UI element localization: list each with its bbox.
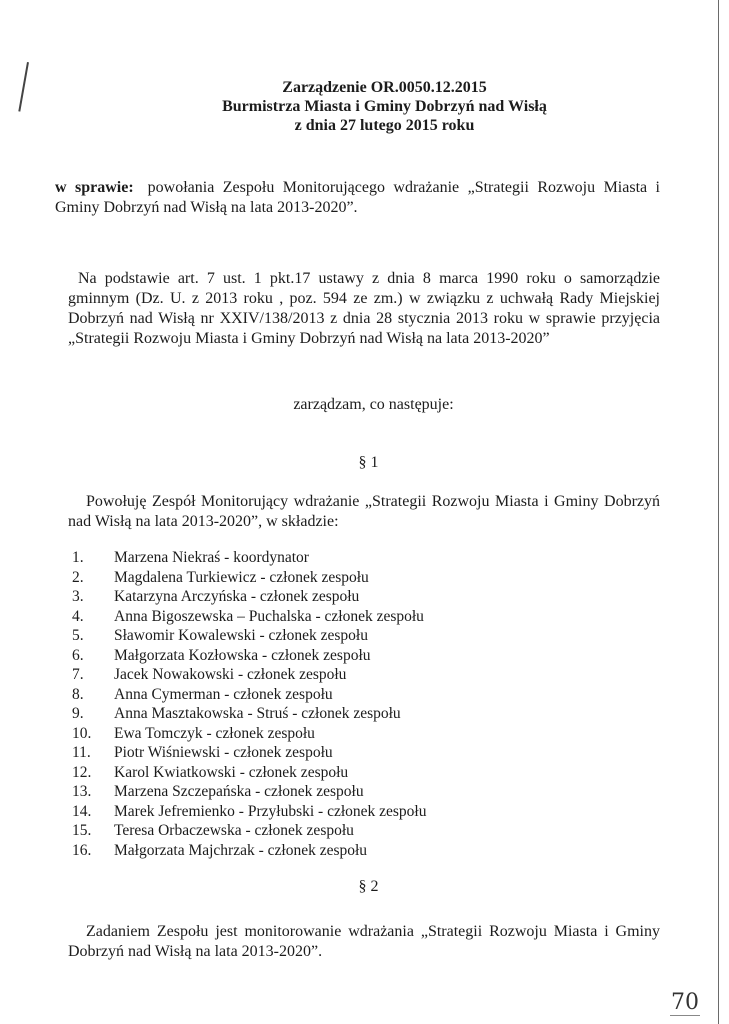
decree-title: Zarządzenie OR.0050.12.2015 [282,79,487,96]
section-1-heading: § 1 [358,454,379,471]
page-edge-line [718,0,719,1024]
list-item-text: Małgorzata Majchrzak - członek zespołu [114,841,368,859]
decree-statement: zarządzam, co następuje: [293,396,454,413]
list-item [72,685,426,705]
list-item-number: 12. [72,763,92,781]
list-item [72,607,426,627]
list-item-number: 3. [72,588,84,605]
list-item-text: Karol Kwiatkowski - członek zespołu [114,763,349,781]
subject-text: powołania Zespołu Monitorującego wdrażanie „Strategii Rozwoju Miasta i Gminy Dobrzyń nad Wisłą na lata 2013-2020”. [55,179,661,216]
list-item [72,704,426,724]
list-item [72,724,426,744]
list-item-text: Teresa Orbaczewska - członek zespołu [114,822,354,839]
section-2-heading: § 2 [358,878,379,895]
list-item-number: 9. [72,705,84,722]
list-item-number: 7. [72,666,84,683]
list-item [72,646,426,666]
list-item-text: Ewa Tomczyk - członek zespołu [114,724,315,742]
list-item [72,802,426,822]
date-line: z dnia 27 lutego 2015 roku [294,117,475,134]
list-item-text: Anna Masztakowska - Struś - członek zespołu [114,705,401,722]
subject-label: w sprawie: [55,179,134,196]
list-item-number: 16. [72,841,92,859]
list-item [72,626,426,646]
list-item-text: Piotr Wiśniewski - członek zespołu [114,744,333,761]
list-item-text: Katarzyna Arczyńska - członek zespołu [114,588,360,605]
list-item-number: 4. [72,607,84,625]
list-item-number: 6. [72,646,84,664]
member-list [72,548,426,860]
list-item-number: 1. [72,549,84,566]
legal-basis-paragraph: Na podstawie art. 7 ust. 1 pkt.17 ustawy z dnia 8 marca 1990 roku o samorządzie gminnym (Dz. U. z 2013 roku , poz. 594 ze zm.) w związku z uchwałą Rady Miejskiej Dobrzyń nad Wisłą nr XXIV/138/2013 z dnia 28 stycznia 2013 roku w sprawie przyjęcia „Strategii Rozwoju Miasta i Gminy Dobrzyń nad Wisłą na lata 2013-2020” [68,270,660,347]
list-item-text: Małgorzata Kozłowska - członek zespołu [114,646,371,664]
list-item-number: 2. [72,568,84,586]
list-item [72,763,426,783]
list-item-text: Sławomir Kowalewski - członek zespołu [114,627,368,644]
list-item-number: 14. [72,802,92,820]
list-item-number: 15. [72,822,92,839]
list-item-text: Jacek Nowakowski - członek zespołu [114,666,347,683]
subject-block [55,178,660,218]
list-item [72,782,426,802]
list-item-number: 13. [72,783,92,800]
list-item [72,548,426,568]
list-item [72,665,426,685]
handwritten-page-number: 70 [671,990,699,1015]
list-item-number: 5. [72,627,84,644]
list-item [72,743,426,763]
list-item-text: Anna Cymerman - członek zespołu [114,685,333,703]
issuer-line: Burmistrza Miasta i Gminy Dobrzyń nad Wisłą [222,98,547,115]
list-item [72,841,426,861]
list-item-text: Anna Bigoszewska – Puchalska - członek zespołu [114,607,424,625]
list-item-number: 11. [72,744,91,761]
list-item-text: Magdalena Turkiewicz - członek zespołu [114,568,369,586]
list-item [72,568,426,588]
section-2-text: Zadaniem Zespołu jest monitorowanie wdrażania „Strategii Rozwoju Miasta i Gminy Dobrzyń nad Wisłą na lata 2013-2020”. [68,923,660,960]
list-item-text: Marzena Szczepańska - członek zespołu [114,783,364,800]
list-item [72,587,426,607]
section-1-intro: Powołuję Zespół Monitorujący wdrażanie „Strategii Rozwoju Miasta i Gminy Dobrzyń nad Wisłą na lata 2013-2020”, w składzie: [68,493,660,530]
list-item-text: Marzena Niekraś - koordynator [114,549,309,566]
list-item-number: 8. [72,685,84,703]
list-item-number: 10. [72,724,92,742]
document-header [0,78,729,135]
list-item [72,821,426,841]
list-item-text: Marek Jefremienko - Przyłubski - członek zespołu [114,802,427,820]
